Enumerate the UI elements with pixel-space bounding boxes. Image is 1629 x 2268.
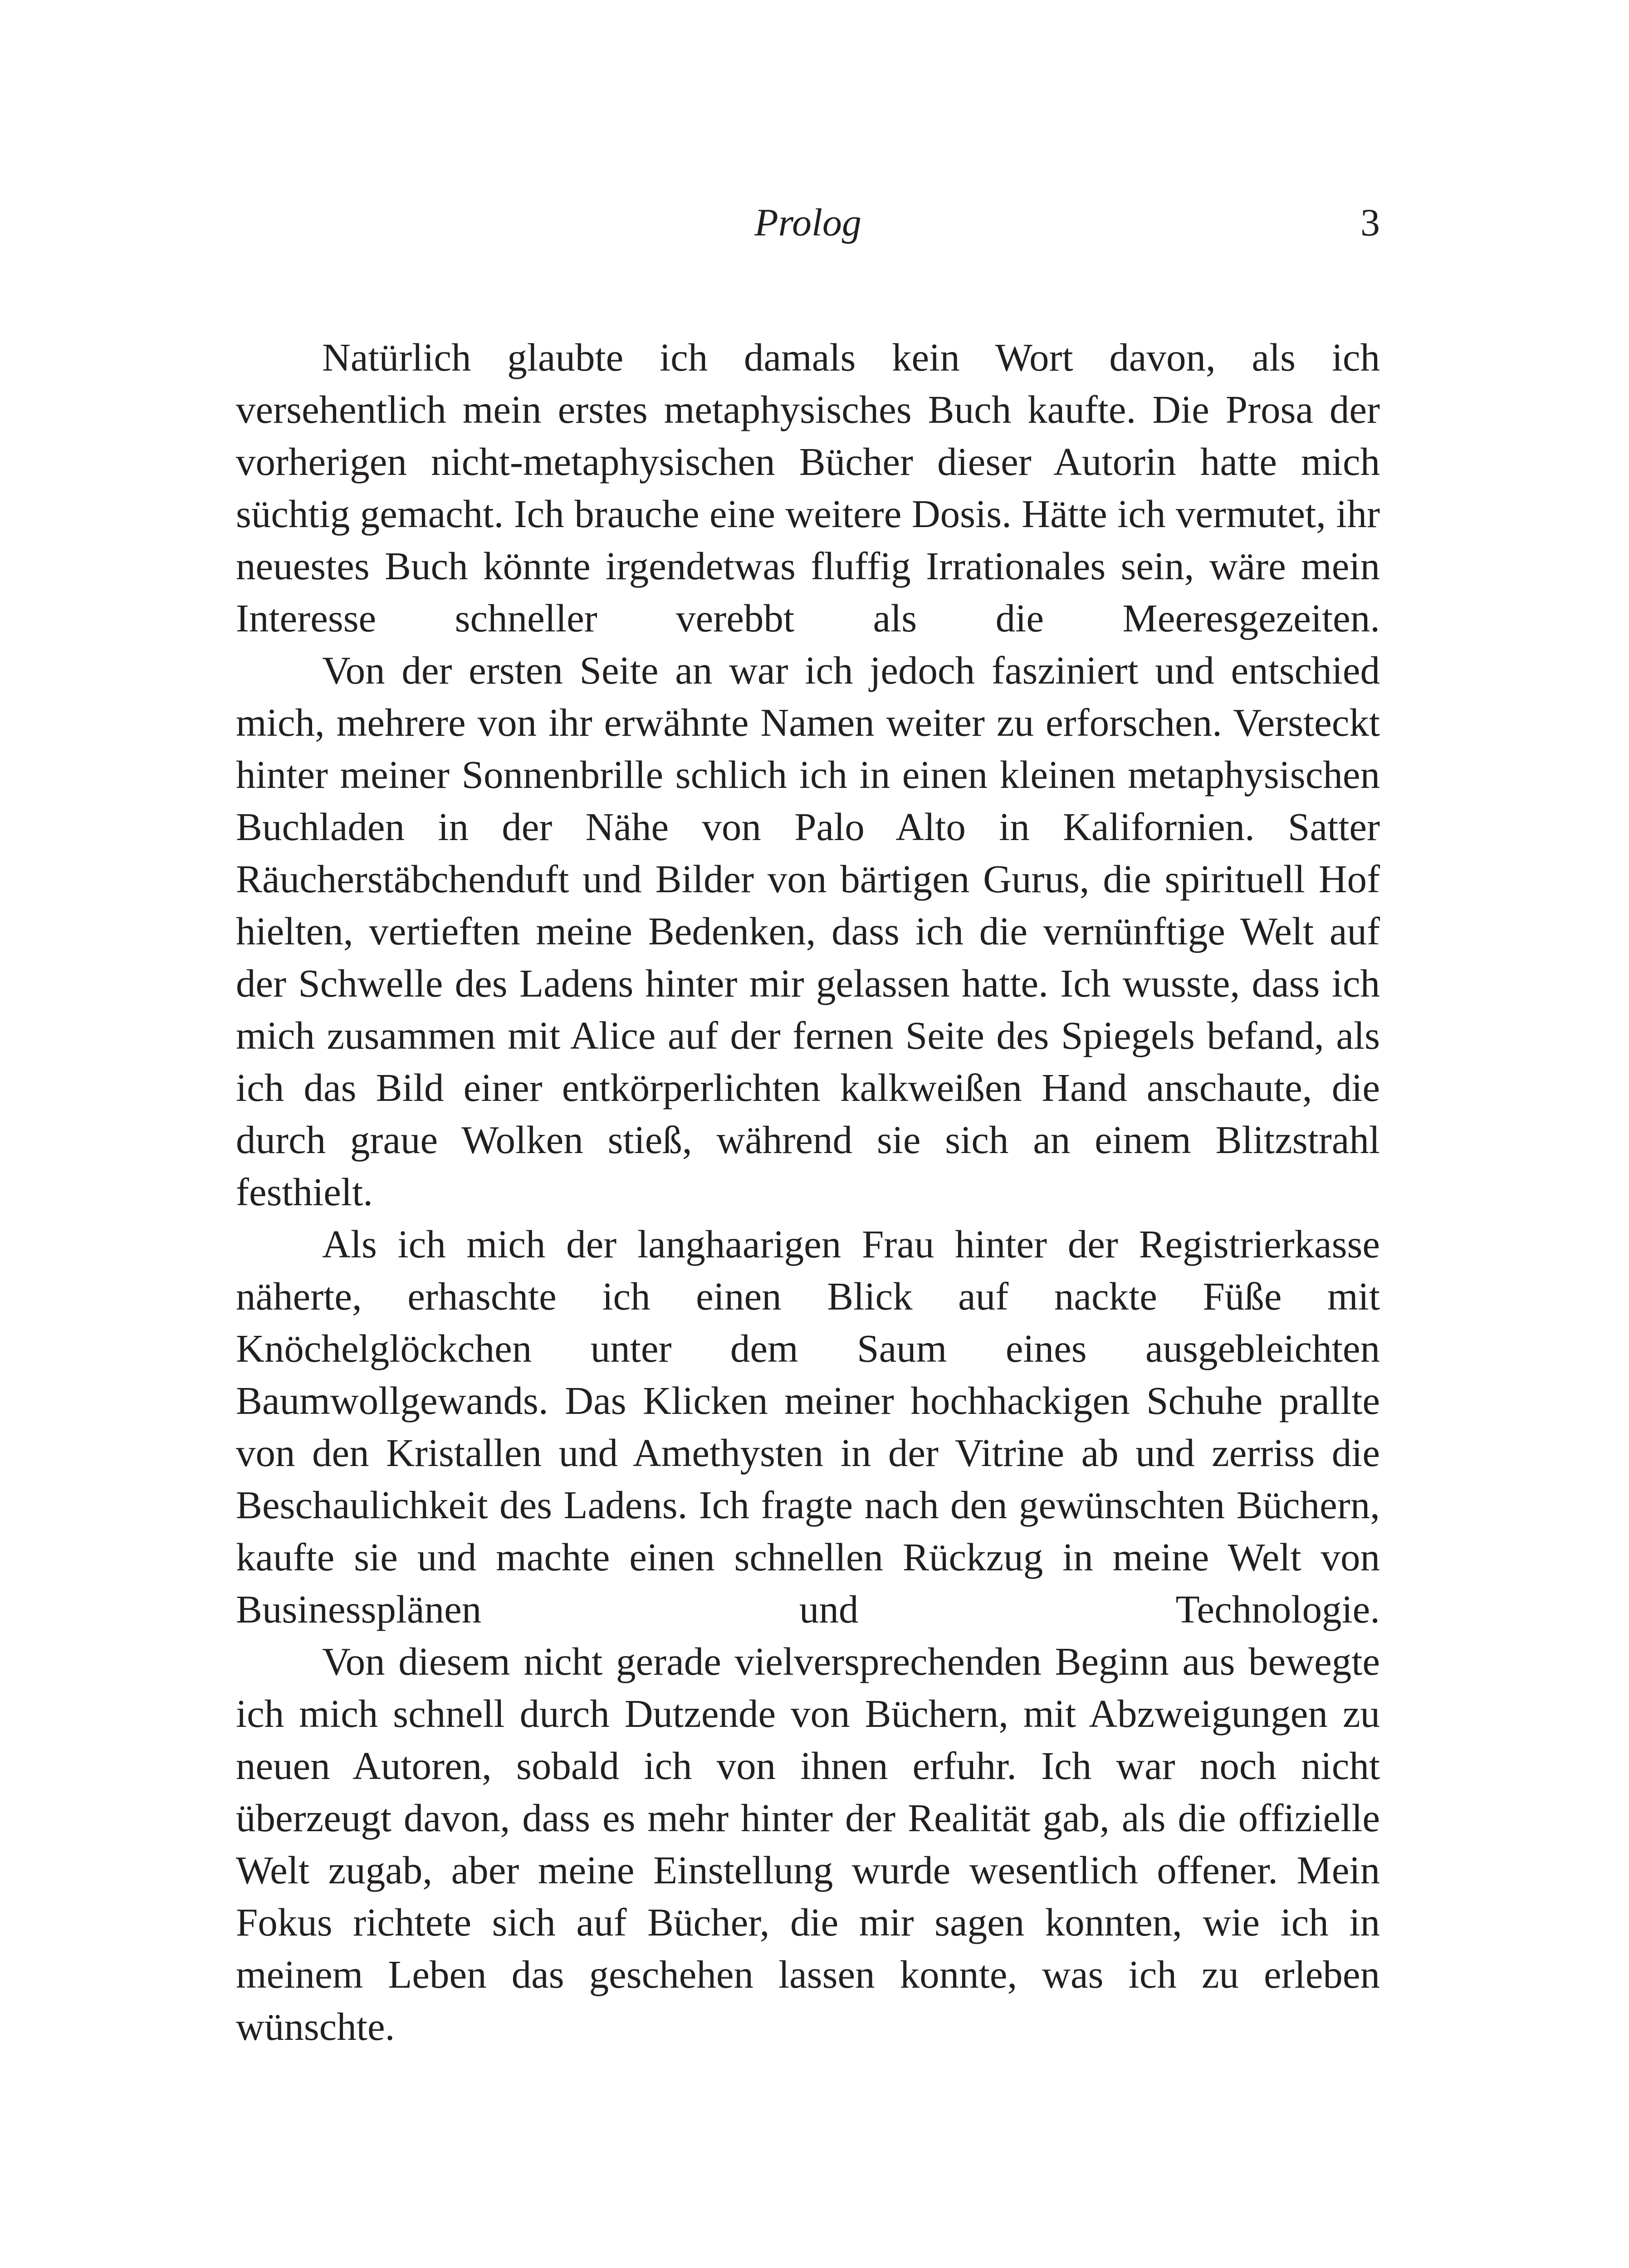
paragraph-1: Natürlich glaubte ich damals kein Wort davon, als ich versehentlich mein erstes metaphysisches Buch kaufte. Die Prosa der vorherigen nicht-metaphysischen Bücher dieser Autorin hatte mich süchtig gemacht. Ich brauche eine weitere Dosis. Hätte ich vermutet, ihr neuestes Buch könnte irgendetwas fluffig Irrationales sein, wäre mein Interesse schneller verebbt als die Meeresgezeiten. (236, 335, 1380, 640)
paragraph-2: Von der ersten Seite an war ich jedoch fasziniert und entschied mich, mehrere von ihr erwähnte Namen weiter zu erforschen. Versteckt hinter meiner Sonnenbrille schlich ich in einen kleinen metaphysischen Buchladen in der Nähe von Palo Alto in Kalifornien. Satter Räucherstäbchenduft und Bilder von bärtigen Gurus, die spirituell Hof hielten, vertieften meine Bedenken, dass ich die vernünftige Welt auf der Schwelle des Ladens hinter mir gelassen hatte. Ich wusste, dass ich mich zusammen mit Alice auf der fernen Seite des Spiegels befand, als ich das Bild einer entkörperlichten kalkweißen Hand anschaute, die durch graue Wolken stieß, während sie sich an einem Blitzstrahl festhielt. (236, 648, 1380, 1214)
body-text (236, 331, 1380, 2053)
paragraph-3: Als ich mich der langhaarigen Frau hinter der Registrierkasse näherte, erhaschte ich einen Blick auf nackte Füße mit Knöchelglöckchen unter dem Saum eines ausgebleichten Baumwollgewands. Das Klicken meiner hochhackigen Schuhe prallte von den Kristallen und Amethysten in der Vitrine ab und zerriss die Beschaulichkeit des Ladens. Ich fragte nach den gewünschten Büchern, kaufte sie und machte einen schnellen Rückzug in meine Welt von Businessplänen und Technologie. (236, 1222, 1380, 1631)
running-head-title: Prolog (754, 200, 861, 244)
paragraph-4: Von diesem nicht gerade vielversprechenden Beginn aus bewegte ich mich schnell durch Dutzende von Büchern, mit Abzweigungen zu neuen Autoren, sobald ich von ihnen erfuhr. Ich war noch nicht überzeugt davon, dass es mehr hinter der Realität gab, als die offizielle Welt zugab, aber meine Einstellung wurde wesentlich offener. Mein Fokus richtete sich auf Bücher, die mir sagen konnten, wie ich in meinem Leben das geschehen lassen konnte, was ich zu erleben wünschte. (236, 1639, 1380, 2048)
page-number: 3 (1360, 200, 1380, 244)
running-head (236, 200, 1380, 245)
